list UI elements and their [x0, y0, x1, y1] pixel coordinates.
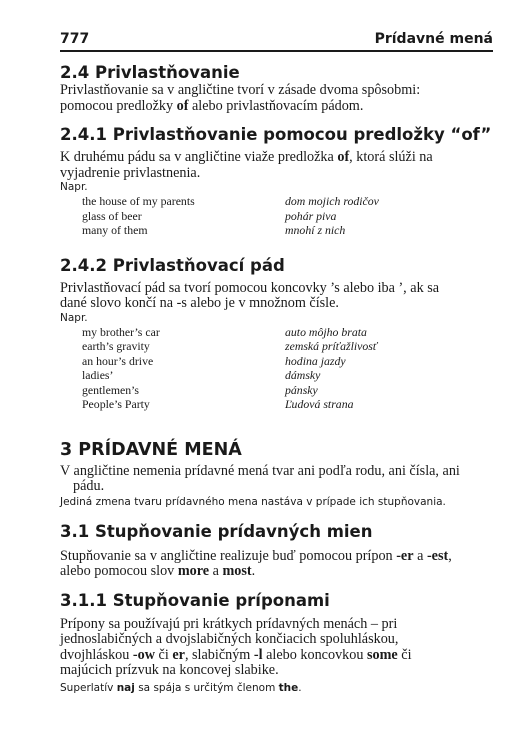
example-row [82, 383, 377, 398]
example-sk: mnohí z nich [285, 223, 346, 237]
example-en: an hour’s drive [82, 353, 154, 368]
example-row [82, 354, 377, 369]
note-text: sa spája s určitým členom [134, 681, 279, 694]
example-en: the house of my parents [82, 194, 195, 208]
example-sk: auto môjho brata [285, 324, 367, 339]
text-line: , [448, 547, 452, 564]
example-en: gentlemen’s [82, 382, 140, 397]
para-2-4-1 [60, 150, 493, 181]
text-line: alebo koncovkou [262, 646, 367, 663]
examples-table [82, 325, 377, 412]
para-2-4 [60, 83, 493, 114]
text-line: dvojhláskou [60, 646, 133, 663]
text-line: pomocou predložky [60, 97, 177, 114]
para-2-4-2 [60, 281, 493, 312]
example-row [82, 194, 379, 209]
chapter-heading-3: 3 PRÍDAVNÉ MENÁ [60, 439, 242, 460]
example-en: many of them [82, 223, 148, 237]
page [60, 28, 493, 695]
text-line: Privlastňovanie sa v angličtine tvorí v zásade dvoma spôsobmi: [60, 82, 421, 98]
text-line: , ktorá slúži na [349, 149, 433, 165]
text-line: vyjadrenie privlastnenia. [60, 164, 201, 181]
term: -est [426, 547, 449, 564]
term: er [172, 646, 185, 663]
note-text: . [298, 681, 302, 694]
example-row [82, 223, 379, 238]
example-row [82, 368, 377, 383]
heading-3-1: 3.1 Stupňovanie prídavných mien [60, 521, 373, 541]
text-line: Privlastňovací pád sa tvorí pomocou koncovky ’s alebo iba ’, ak sa [60, 279, 440, 296]
example-sk: pohár piva [285, 208, 337, 223]
example-sk: dom mojich rodičov [285, 194, 379, 208]
example-row [82, 339, 377, 354]
example-row [82, 325, 377, 340]
text-line: V angličtine nemenia prídavné mená tvar ani podľa rodu, ani čísla, ani [60, 462, 460, 479]
example-sk: hodina jazdy [285, 353, 346, 368]
example-sk: Ľudová strana [285, 397, 354, 411]
text-line: a [209, 563, 223, 579]
text-line: alebo privlastňovacím pádom. [188, 97, 364, 114]
term: the [278, 681, 299, 694]
heading-2-4-1: 2.4.1 Privlastňovanie pomocou predložky “of” [60, 125, 492, 144]
running-head [60, 28, 493, 52]
example-sk: zemská príťažlivosť [285, 339, 378, 353]
text-line: majúcich prízvuk na koncovej slabike. [60, 662, 279, 678]
example-row [82, 209, 379, 224]
text-line: Prípony sa používajú pri krátkych prídavných menách – pri [60, 615, 398, 632]
term: -ow [132, 646, 155, 663]
page-number: 777 [60, 31, 90, 47]
text-line: dané slovo končí na -s alebo je v množnom čísle. [60, 295, 339, 311]
note-3: Jediná zmena tvaru prídavného mena nastáva v prípade ich stupňovania. [60, 495, 446, 508]
term: -er [396, 547, 414, 564]
term: -l [253, 646, 263, 663]
text-line: K druhému pádu sa v angličtine viaže predložka [60, 149, 338, 165]
example-en: People’s Party [82, 397, 150, 411]
para-3 [60, 464, 493, 495]
term: of [176, 97, 189, 114]
example-sk: pánsky [285, 382, 318, 397]
term: some [367, 646, 398, 663]
example-intro: Napr. [60, 311, 88, 324]
running-title: Prídavné mená [374, 31, 493, 47]
note-3-1-1 [60, 682, 493, 695]
text-line: , slabičným [184, 646, 254, 663]
text-line: . [251, 563, 256, 579]
text-line: či [397, 646, 412, 663]
text-line: a [413, 547, 427, 564]
example-sk: dámsky [285, 368, 321, 382]
term: naj [116, 681, 135, 694]
example-intro: Napr. [60, 181, 88, 193]
para-3-1 [60, 549, 493, 580]
example-en: my brother’s car [82, 324, 160, 339]
example-en: earth’s gravity [82, 339, 150, 353]
text-line: či [154, 646, 173, 663]
heading-3-1-1: 3.1.1 Stupňovanie príponami [60, 590, 330, 610]
text-line: alebo pomocou slov [60, 563, 178, 579]
para-3-1-1 [60, 617, 493, 679]
example-en: glass of beer [82, 208, 142, 223]
term: of [337, 149, 350, 165]
heading-2-4: 2.4 Privlastňovanie [60, 63, 240, 82]
term: more [177, 563, 210, 579]
heading-2-4-2: 2.4.2 Privlastňovací pád [60, 255, 285, 275]
text-line: jednoslabičných a dvojslabičných končiacich spoluhláskou, [60, 631, 399, 647]
examples-table [82, 194, 379, 238]
example-en: ladies’ [82, 368, 114, 382]
text-line: Stupňovanie sa v angličtine realizuje buď pomocou prípon [60, 547, 397, 564]
example-row [82, 397, 377, 412]
text-line: pádu. [73, 478, 105, 494]
note-text: Superlatív [60, 681, 117, 694]
term: most [222, 563, 252, 579]
